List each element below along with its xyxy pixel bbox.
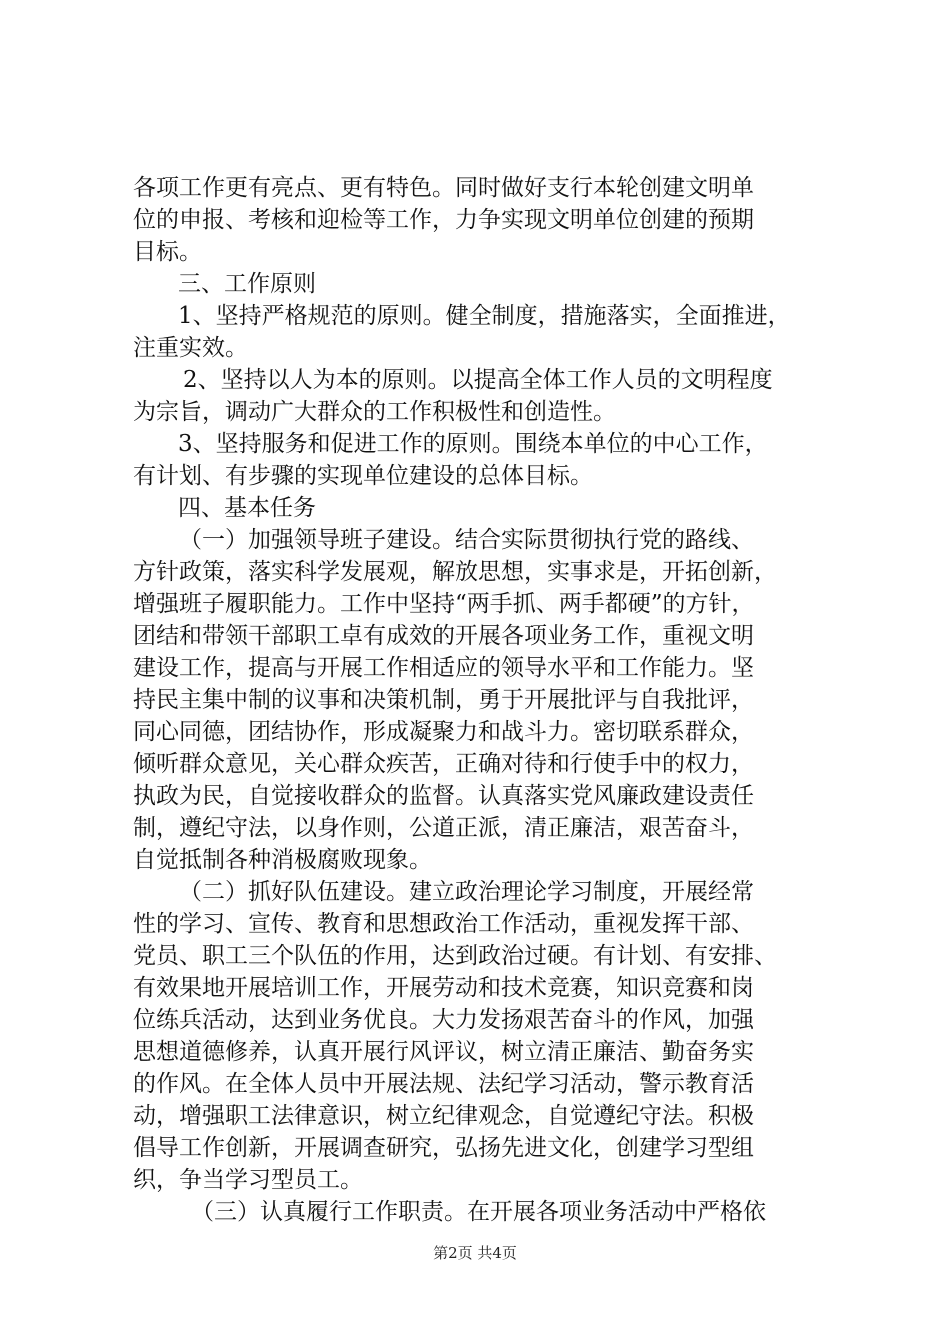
text-line: 团结和带领干部职工卓有成效的开展各项业务工作，重视文明 <box>133 623 754 649</box>
document-body <box>133 172 833 1228</box>
text-line: 同心同德，团结协作，形成凝聚力和战斗力。密切联系群众， <box>133 719 754 745</box>
text-line: （二）抓好队伍建设。建立政治理论学习制度，开展经常 <box>179 879 754 905</box>
text-line: 自觉抵制各种消极腐败现象。 <box>133 847 432 873</box>
text-line: 位练兵活动，达到业务优良。大力发扬艰苦奋斗的作风，加强 <box>133 1007 754 1033</box>
text-line: 动，增强职工法律意识，树立纪律观念，自觉遵纪守法。积极 <box>133 1103 754 1129</box>
text-line: 的作风。在全体人员中开展法规、法纪学习活动，警示教育活 <box>133 1071 754 1097</box>
text-line: 执政为民，自觉接收群众的监督。认真落实党风廉政建设责任 <box>133 783 754 809</box>
text-line: 建设工作，提高与开展工作相适应的领导水平和工作能力。坚 <box>133 655 754 681</box>
text-line: 为宗旨，调动广大群众的工作积极性和创造性。 <box>133 399 616 425</box>
text-line: 位的申报、考核和迎检等工作，力争实现文明单位创建的预期 <box>133 207 754 233</box>
text-line: 四、基本任务 <box>178 495 316 521</box>
text-line: 各项工作更有亮点、更有特色。同时做好支行本轮创建文明单 <box>133 175 754 201</box>
text-line: 思想道德修养，认真开展行风评议，树立清正廉洁、勤奋务实 <box>133 1039 754 1065</box>
text-line: 3、坚持服务和促进工作的原则。围绕本单位的中心工作， <box>178 431 768 457</box>
text-line: 织，争当学习型员工。 <box>133 1167 363 1193</box>
text-line: 性的学习、宣传、教育和思想政治工作活动，重视发挥干部、 <box>133 911 754 937</box>
text-line: 持民主集中制的议事和决策机制，勇于开展批评与自我批评， <box>133 687 754 713</box>
page-footer: 第2页 共4页 <box>433 1244 517 1262</box>
text-line: （三）认真履行工作职责。在开展各项业务活动中严格依 <box>191 1199 766 1225</box>
text-line: 1、坚持严格规范的原则。健全制度，措施落实，全面推进， <box>178 303 791 329</box>
text-line: 三、工作原则 <box>178 271 316 297</box>
text-line: 倾听群众意见，关心群众疾苦，正确对待和行使手中的权力， <box>133 751 754 777</box>
text-line: 2、坚持以人为本的原则。以提高全体工作人员的文明程度 <box>183 367 773 393</box>
text-line: 有计划、有步骤的实现单位建设的总体目标。 <box>133 463 593 489</box>
text-line: 有效果地开展培训工作，开展劳动和技术竞赛，知识竞赛和岗 <box>133 975 754 1001</box>
text-line: 增强班子履职能力。工作中坚持“两手抓、两手都硬”的方针， <box>133 591 755 617</box>
text-line: 倡导工作创新，开展调查研究，弘扬先进文化，创建学习型组 <box>133 1135 754 1161</box>
text-line: 注重实效。 <box>133 335 248 361</box>
text-line: 制，遵纪守法，以身作则，公道正派，清正廉洁，艰苦奋斗， <box>133 815 754 841</box>
text-line: 方针政策，落实科学发展观，解放思想，实事求是，开拓创新， <box>133 559 777 585</box>
text-line: 党员、职工三个队伍的作用，达到政治过硬。有计划、有安排、 <box>133 943 777 969</box>
text-line: 目标。 <box>133 239 202 265</box>
text-line: （一）加强领导班子建设。结合实际贯彻执行党的路线、 <box>179 527 754 553</box>
